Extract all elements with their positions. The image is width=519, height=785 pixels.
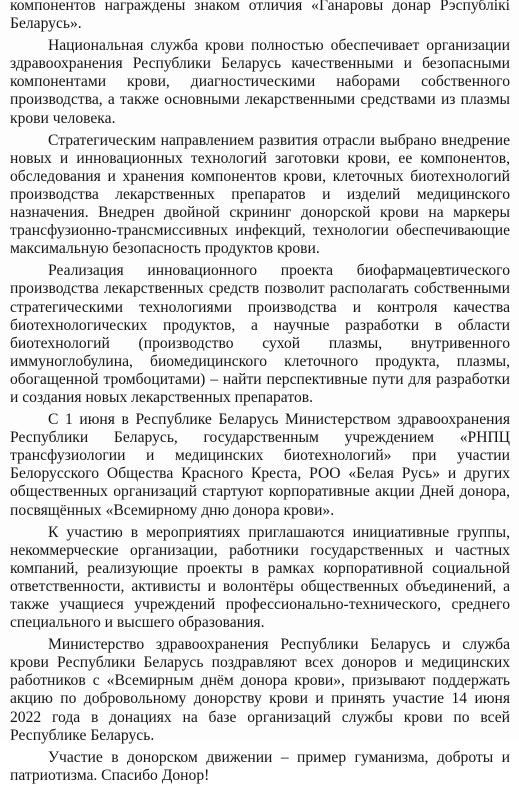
paragraph-strategy: Стратегическим направлением развития отрасли выбрано внедрение новых и инновационных технологий заготовки крови, ее компонентов, обследования и хранения компонентов крови, клеточных биотехнологий производства лекарственных препаратов и изделий медицинского назначения. Внедрен двойной скрининг донорской крови на маркеры трансфузионно-трансмиссивных инфекций, технологии обеспечивающие максимальную безопасность продуктов крови. [10, 131, 510, 258]
paragraph-donor-days: С 1 июня в Республике Беларусь Министерством здравоохранения Республики Беларусь, государственным учреждением «РНПЦ трансфузиологии и медицинских биотехнологий» при участии Белорусского Общества Красного Креста, РОО «Белая Русь» и других общественных организаций стартуют корпоративные акции Дней донора, посвящённых «Всемирному дню донора крови». [10, 411, 510, 519]
paragraph-congratulations: Министерство здравоохранения Республики Беларусь и служба крови Республики Беларусь поздравляют всех доноров и медицинских работников с «Всемирным днём донора крови», призывают поддержать акцию по добровольному донорству крови и принять участие 14 июня 2022 года в донациях на базе организаций службы крови по всей Республике Беларусь. [10, 636, 510, 744]
paragraph-closing: Участие в донорском движении – пример гуманизма, доброты и патриотизма. Спасибо Донор! [10, 748, 510, 784]
paragraph-invitation: К участию в мероприятиях приглашаются инициативные группы, некоммерческие организации, работники государственных и частных компаний, реализующие проекты в рамках корпоративной социальной ответственности, активисты и волонтёры общественных объединений, а также учащиеся учреждений профессионально-технического, среднего специального и высшего образования. [10, 523, 510, 632]
paragraph-innovation-project: Реализация инновационного проекта биофармацевтического производства лекарственных средств позволит располагать собственными стратегическими технологиями производства и контроля качества биотехнологических продуктов, а научные разработки в области биотехнологий (производство сухой плазмы, внутривенного иммуноглобулина, биомедицинского клеточного продукта, плазмы, обогащенной тромбоцитами) – найти перспективные пути для разработки и создания новых лекарственных препаратов. [10, 262, 510, 406]
paragraph-award-continuation: компонентов награждены знаком отличия «Ганаровы донар Рэспублікі Беларусь». [10, 0, 510, 33]
paragraph-blood-service: Национальная служба крови полностью обеспечивает организации здравоохранения Республики Беларусь качественными и безопасными компонентами крови, диагностическими наборами собственного производства, а также основными лекарственными средствами из плазмы крови человека. [10, 37, 510, 127]
